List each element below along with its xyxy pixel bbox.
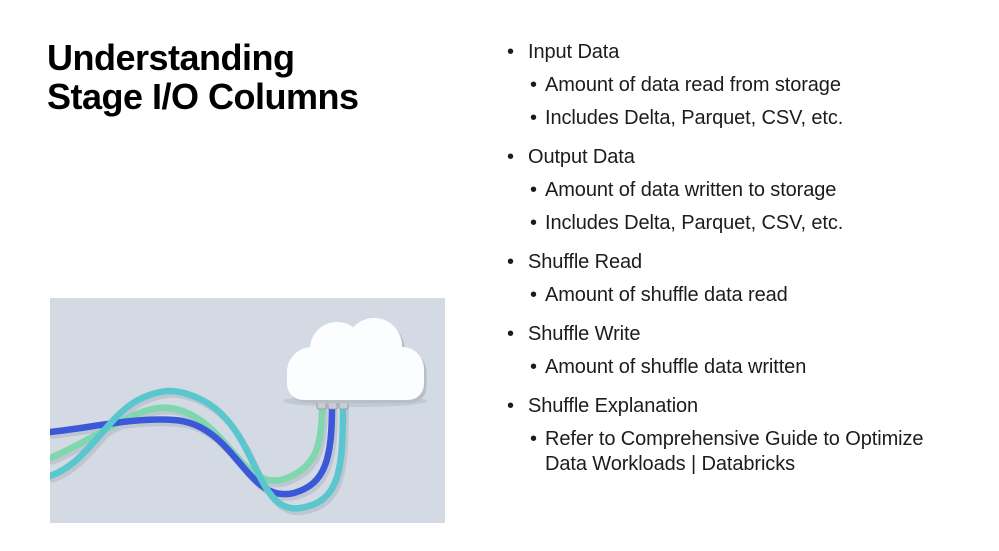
list-item-label: Output Data: [528, 146, 635, 168]
list-subitem-label: Amount of shuffle data read: [545, 284, 788, 306]
list-subitem: [506, 355, 958, 380]
list-subitem: [506, 283, 958, 308]
cloud-photo: [50, 298, 445, 523]
list-subitem-label: Includes Delta, Parquet, CSV, etc.: [545, 212, 844, 234]
list-item-label: Shuffle Explanation: [528, 395, 699, 417]
list-subitem: [506, 73, 958, 98]
list-subitem: [506, 211, 958, 236]
slide-title-line-2: Stage I/O Columns: [47, 76, 359, 117]
list-subitem-label: Refer to Comprehensive Guide to Optimize Data Workloads | Databricks: [545, 428, 924, 475]
list-item-input-data: [506, 40, 958, 65]
bullet-list: [506, 40, 958, 477]
list-item-shuffle-write: [506, 322, 958, 347]
list-subitem: [506, 427, 958, 477]
list-item-shuffle-explanation: [506, 394, 958, 419]
list-subitem-label: Amount of data written to storage: [545, 179, 837, 201]
list-item-output-data: [506, 145, 958, 170]
list-subitem-label: Includes Delta, Parquet, CSV, etc.: [545, 107, 844, 129]
list-item-label: Shuffle Read: [528, 251, 643, 273]
list-subitem: [506, 178, 958, 203]
list-subitem-label: Amount of shuffle data written: [545, 356, 807, 378]
list-item-label: Input Data: [528, 41, 620, 63]
list-item-label: Shuffle Write: [528, 323, 641, 345]
slide-title-line-1: Understanding: [47, 37, 295, 78]
list-subitem: [506, 106, 958, 131]
list-item-shuffle-read: [506, 250, 958, 275]
list-subitem-label: Amount of data read from storage: [545, 74, 841, 96]
slide-title: [47, 38, 359, 116]
